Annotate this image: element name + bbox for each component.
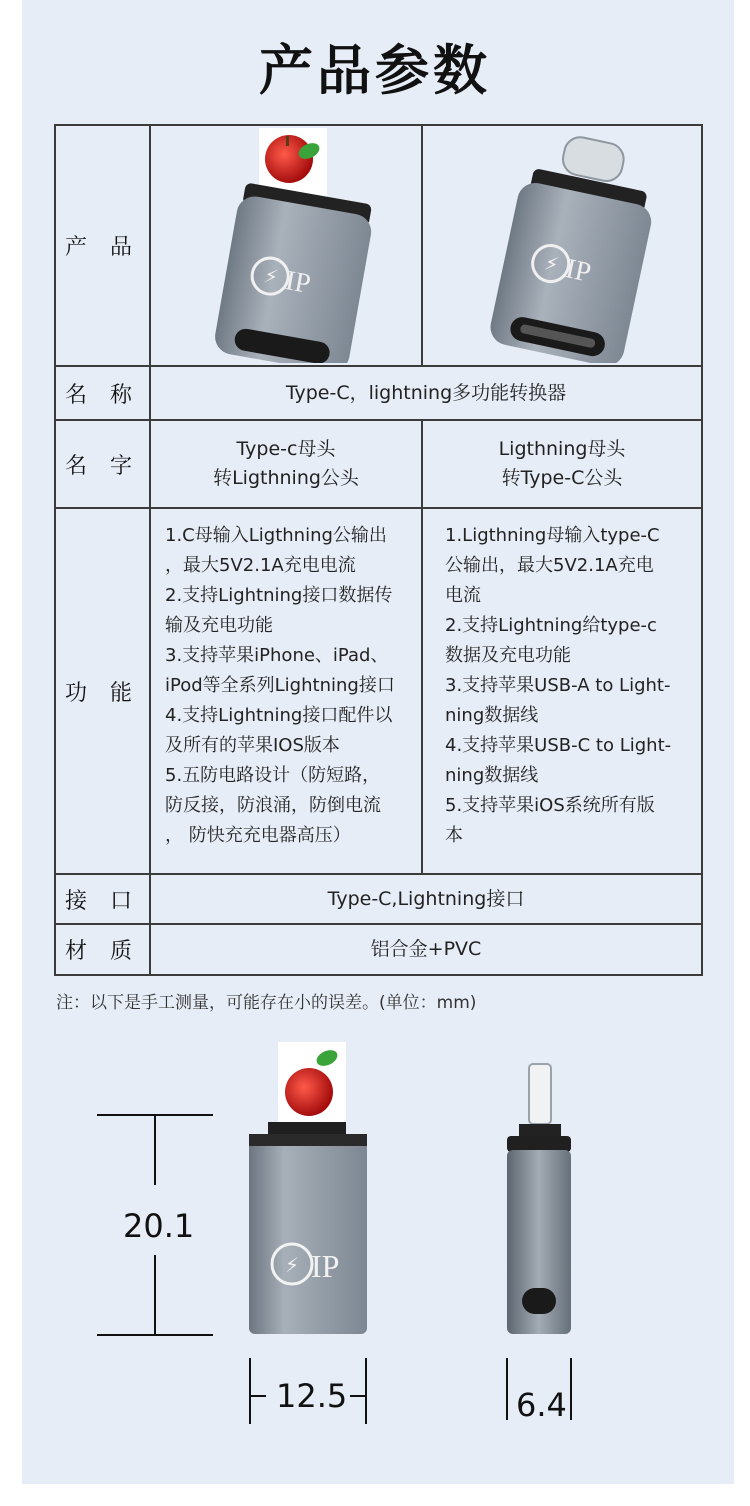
func-left-line: 防反接，防浪涌，防倒电流 [165,795,381,816]
adapter-side-port [522,1288,556,1314]
label-function: 功 能 [55,508,150,874]
dimension-drawing [0,1040,750,1440]
func-right-line: 公输出，最大5V2.1A充电 [445,555,654,576]
model-right-line1: Ligthning母头 [498,438,626,460]
func-right-line: 数据及充电功能 [445,645,571,666]
adapter-front-body [249,1134,367,1334]
lightning-plug [529,1064,551,1124]
func-right-line: 5.支持苹果iOS系统所有版 [445,795,655,816]
interface-value: Type-C,Lightning接口 [150,874,702,924]
label-name: 名 称 [55,366,150,420]
func-left-line: 2.支持Lightning接口数据传 [165,585,393,606]
material-value: 铝合金+PVC [150,924,702,975]
svg-text:IP: IP [562,253,594,289]
func-left-line: ， 防快充充电器高压） [165,825,351,846]
model-left [150,420,422,508]
func-left-line: ，最大5V2.1A充电电流 [165,555,356,576]
func-right-line: 本 [445,825,463,846]
product-image-right [422,125,702,366]
name-value: Type-C，lightning多功能转换器 [150,366,702,420]
func-left-line: 4.支持Lightning接口配件以 [165,705,393,726]
model-left-line1: Type-c母头 [236,438,336,460]
func-right-line: 4.支持苹果USB-C to Light- [445,735,672,756]
func-right-line: ning数据线 [445,765,539,786]
adapter-apple-image [166,128,406,363]
measurement-note: 注：以下是手工测量，可能存在小的误差。(单位：mm) [56,993,477,1013]
table-row-interface [55,874,702,924]
table-row-model [55,420,702,508]
dimension-height: 20.1 [123,1207,195,1245]
svg-text:IP: IP [282,265,313,300]
table-row-material [55,924,702,975]
page-title: 产品参数 [259,39,491,102]
function-left [150,508,422,874]
func-right-line: 1.Ligthning母输入type-C [445,525,660,546]
dimension-thickness: 6.4 [516,1386,567,1424]
model-right [422,420,702,508]
func-left-line: 1.C母输入Ligthning公输出 [165,525,387,546]
product-image-left [150,125,422,366]
table-row-name [55,366,702,420]
func-right-line: 电流 [445,585,481,606]
model-left-line2: 转Ligthning公头 [213,467,359,489]
label-interface: 接 口 [55,874,150,924]
label-product: 产 品 [55,125,150,366]
func-left-line: 5.五防电路设计（防短路， [165,765,381,786]
label-material: 材 质 [55,924,150,975]
adapter-top-cap [268,1122,346,1134]
func-right-line: 3.支持苹果USB-A to Light- [445,675,671,696]
table-row-product [55,125,702,366]
table-row-function [55,508,702,874]
spec-table [54,124,703,976]
func-left-line: 输及充电功能 [165,615,273,636]
adapter-typec-image [442,128,682,363]
svg-text:⚡: ⚡ [285,1253,300,1277]
func-right-line: ning数据线 [445,705,539,726]
svg-text:IP: IP [311,1248,340,1284]
function-right [422,508,702,874]
model-right-line2: 转Type-C公头 [501,467,623,489]
func-left-line: 及所有的苹果IOS版本 [165,735,340,756]
label-model: 名 字 [55,420,150,508]
svg-text:⚡: ⚡ [542,250,562,277]
dimension-width: 12.5 [276,1377,348,1415]
func-left-line: iPod等全系列Lightning接口 [165,675,395,696]
func-right-line: 2.支持Lightning给type-c [445,615,657,636]
svg-text:⚡: ⚡ [262,263,281,290]
func-left-line: 3.支持苹果iPhone、iPad、 [165,645,389,666]
